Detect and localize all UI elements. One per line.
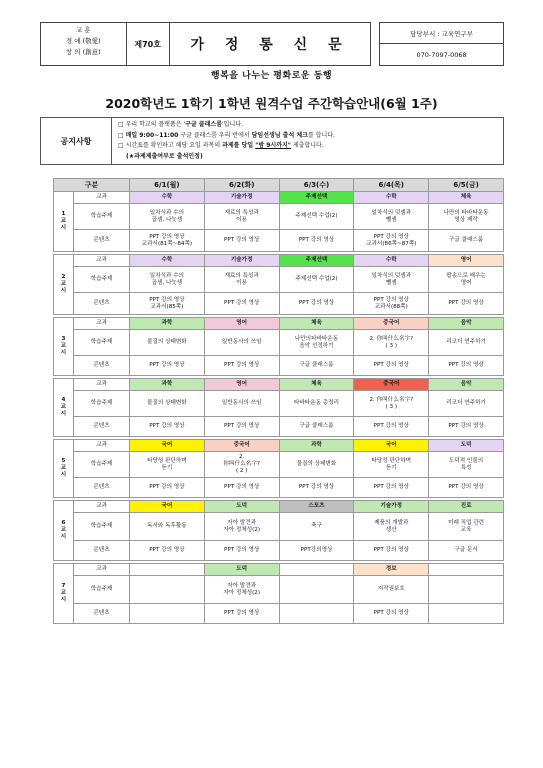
period-label: 7 교 시 — [54, 564, 74, 624]
topic-cell: 축구 — [279, 513, 354, 541]
newsletter-title: 가 정 통 신 문 — [170, 22, 372, 66]
period-label: 5 교 시 — [54, 440, 74, 498]
content-cell: PPT 강의 영상 — [429, 417, 504, 437]
notice-label: 공지사항 — [41, 118, 112, 164]
table-row — [54, 440, 504, 452]
topic-cell: 일차식의 덧셈과 뺄셈 — [354, 204, 429, 230]
content-cell: PPT 강의 영상 — [354, 478, 429, 498]
subject-cell: 수학 — [354, 255, 429, 267]
subject-cell: 기술가정 — [204, 255, 279, 267]
notice-body — [112, 118, 503, 164]
header-cell: 6/5(금) — [429, 179, 504, 192]
subject-cell: 과학 — [130, 379, 205, 391]
content-cell: PPT 강의 영상 — [429, 356, 504, 376]
table-row — [54, 293, 504, 315]
notice-line: (★과제제출여부로 출석인정) — [126, 152, 203, 160]
subject-cell: 진로 — [429, 501, 504, 513]
subject-cell: 주제선택 — [279, 192, 354, 204]
text-bold: 과제를 당일 — [222, 142, 256, 149]
content-cell: PPT 강의 영상 — [130, 356, 205, 376]
header-cell: 6/1(월) — [130, 179, 205, 192]
content-cell: PPT 강의 영상 — [130, 541, 205, 561]
table-row — [54, 230, 504, 252]
text: □ 우리 학교의 플랫폼은 ' — [118, 121, 186, 128]
text-bold: 구글 클래스룸 — [185, 121, 222, 128]
topic-cell: 물질의 상태변화 — [279, 452, 354, 478]
row-label: 학습주제 — [74, 267, 130, 293]
table-row — [54, 391, 504, 417]
table-row — [54, 192, 504, 204]
table-row — [54, 478, 504, 498]
topic-cell: 일차식과 수의 곱셈, 나눗셈 — [130, 267, 205, 293]
content-cell: PPT 강의 영상 — [279, 478, 354, 498]
table-row — [54, 604, 504, 624]
table-row — [54, 267, 504, 293]
subject-cell: 수학 — [130, 255, 205, 267]
topic-cell: 일차식의 덧셈과 뺄셈 — [354, 267, 429, 293]
table-row — [54, 541, 504, 561]
content-cell: PPT 강의 영상 — [279, 230, 354, 252]
topic-cell — [279, 576, 354, 604]
row-label: 콘텐츠 — [74, 604, 130, 624]
table-row — [54, 513, 504, 541]
motto-line: 창 의 (創意) — [65, 48, 101, 56]
row-label: 콘텐츠 — [74, 417, 130, 437]
row-label: 교과 — [74, 501, 130, 513]
subject-cell: 도덕 — [204, 501, 279, 513]
topic-cell: 제품의 개발과 생산 — [354, 513, 429, 541]
topic-cell: 주제선택 수업(2) — [279, 267, 354, 293]
topic-cell: 자아 발견과 자아 정체성(2) — [204, 576, 279, 604]
topic-cell: 나만의 타바타운동 영상 제작 — [429, 204, 504, 230]
subject-cell — [429, 564, 504, 576]
subject-cell: 음악 — [429, 379, 504, 391]
content-cell: 구글 클래스룸 — [279, 356, 354, 376]
row-label: 콘텐츠 — [74, 293, 130, 315]
text: 구글 클래스룸 우리 반에서 — [178, 131, 252, 139]
topic-cell — [429, 576, 504, 604]
weekly-timetable — [53, 178, 504, 624]
content-cell: PPT강의영상 — [279, 541, 354, 561]
row-label: 학습주제 — [74, 330, 130, 356]
row-label: 교과 — [74, 379, 130, 391]
period-label: 3 교 시 — [54, 318, 74, 376]
topic-cell: 타바타운동 총정리 — [279, 391, 354, 417]
motto-line: 교 훈 — [75, 26, 91, 34]
issue-number: 제70호 — [127, 22, 170, 66]
content-cell: 구글 클래스룸 — [429, 230, 504, 252]
subject-cell: 중국어 — [354, 318, 429, 330]
content-cell: PPT 강의 영상 — [429, 478, 504, 498]
content-cell: PPT 강의 영상 — [204, 604, 279, 624]
topic-cell: 타당성 판단하며 듣기 — [354, 452, 429, 478]
topic-cell: 일반동사의 쓰임 — [204, 330, 279, 356]
table-row — [54, 501, 504, 513]
subject-cell: 도덕 — [204, 564, 279, 576]
notice-line — [118, 141, 497, 152]
content-cell: PPT 강의 영상 — [354, 356, 429, 376]
content-cell: PPT 강의 영상 — [204, 541, 279, 561]
notice-line — [118, 131, 497, 142]
topic-cell: 주제선택 수업(2) — [279, 204, 354, 230]
table-row — [54, 452, 504, 478]
subject-cell: 스포츠 — [279, 501, 354, 513]
row-label: 교과 — [74, 192, 130, 204]
text: 제출합니다. — [290, 142, 324, 149]
table-row — [54, 330, 504, 356]
subject-cell: 국어 — [354, 440, 429, 452]
row-label: 학습주제 — [74, 576, 130, 604]
row-label: 교과 — [74, 440, 130, 452]
page-title: 2020학년도 1학기 1학년 원격수업 주간학습안내(6월 1주) — [105, 96, 438, 111]
row-label: 교과 — [74, 564, 130, 576]
period-label: 6 교 시 — [54, 501, 74, 561]
table-row — [54, 318, 504, 330]
department: 담당부서 : 교육연구부 — [380, 23, 503, 44]
text: 를 합니다. — [307, 131, 335, 139]
topic-cell: 재료의 특성과 이용 — [204, 267, 279, 293]
topic-cell: 물질의 상태변화 — [130, 391, 205, 417]
row-label: 콘텐츠 — [74, 478, 130, 498]
content-cell: PPT 강의 영상 교과서(86쪽~87쪽) — [354, 230, 429, 252]
table-row — [54, 204, 504, 230]
content-cell: PPT 강의 영상 — [204, 293, 279, 315]
subject-cell: 수학 — [354, 192, 429, 204]
row-label: 학습주제 — [74, 391, 130, 417]
content-cell: 구글 클래스룸 — [279, 417, 354, 437]
subject-cell: 정보 — [354, 564, 429, 576]
subject-cell: 주제선택 — [279, 255, 354, 267]
content-cell: PPT 강의 영상 — [279, 293, 354, 315]
phone-number: 070-7097-0068 — [416, 50, 467, 59]
subject-cell — [130, 564, 205, 576]
notice-line — [118, 120, 497, 131]
topic-cell: 나만의타바타운동 음악 선정하기 — [279, 330, 354, 356]
content-cell — [279, 604, 354, 624]
row-label: 교과 — [74, 255, 130, 267]
header-cell: 6/3(수) — [279, 179, 354, 192]
row-label: 학습주제 — [74, 513, 130, 541]
content-cell: PPT 강의 영상 — [204, 356, 279, 376]
table-header-row — [54, 179, 504, 192]
row-label: 콘텐츠 — [74, 230, 130, 252]
topic-cell: 리코더 연주하기 — [429, 391, 504, 417]
topic-cell: 2. 你叫什么名字? ( 3 ) — [354, 391, 429, 417]
content-cell: PPT 강의 영상 — [130, 417, 205, 437]
subject-cell — [279, 564, 354, 576]
topic-cell: 2. 你叫什么名字? ( 3 ) — [354, 330, 429, 356]
row-label: 교과 — [74, 318, 130, 330]
slogan: 행복을 나누는 평화로운 동행 — [210, 71, 333, 81]
content-cell: PPT 강의 영상 — [204, 478, 279, 498]
topic-cell: 자아 발견과 자아 정체성(2) — [204, 513, 279, 541]
header-cell: 6/4(목) — [354, 179, 429, 192]
table-row — [54, 564, 504, 576]
content-cell: PPT 강의 영상 — [429, 293, 504, 315]
content-cell: 구글 문서 — [429, 541, 504, 561]
text: □ — [118, 131, 126, 139]
subject-cell: 중국어 — [354, 379, 429, 391]
subject-cell: 영어 — [429, 255, 504, 267]
subject-cell: 체육 — [279, 318, 354, 330]
topic-cell: 일차식과 수의 곱셈, 나눗셈 — [130, 204, 205, 230]
table-row — [54, 379, 504, 391]
subject-cell: 기술가정 — [354, 501, 429, 513]
text-underline: "밤 9시까지" — [255, 142, 291, 149]
content-cell — [429, 604, 504, 624]
topic-cell: 2. 你叫什么名字? ( 2 ) — [204, 452, 279, 478]
topic-cell: 리코더 연주하기 — [429, 330, 504, 356]
subject-cell: 중국어 — [204, 440, 279, 452]
topic-cell — [130, 576, 205, 604]
topic-cell: 저작권보호 — [354, 576, 429, 604]
period-label: 1 교 시 — [54, 192, 74, 252]
topic-cell: 독서와 독후활동 — [130, 513, 205, 541]
header-cell: 6/2(화) — [204, 179, 279, 192]
content-cell: PPT 강의 영상 교과서(85쪽) — [130, 293, 205, 315]
notice-box — [40, 117, 504, 165]
school-motto-box — [40, 22, 127, 66]
text-bold: 담임선생님 출석 체크 — [251, 131, 308, 139]
content-cell — [130, 604, 205, 624]
content-cell: PPT 강의 영상 교과서(88쪽) — [354, 293, 429, 315]
topic-cell: 미래 직업 관련 교육 — [429, 513, 504, 541]
subject-cell: 수학 — [130, 192, 205, 204]
motto-line: 경 애 (敬愛) — [65, 37, 101, 45]
row-label: 콘텐츠 — [74, 541, 130, 561]
subject-cell: 국어 — [130, 501, 205, 513]
topic-cell: 재료의 특성과 이용 — [204, 204, 279, 230]
table-row — [54, 417, 504, 437]
row-label: 학습주제 — [74, 452, 130, 478]
text: □ 시간표를 확인하고 해당 요일 과목의 — [118, 142, 223, 149]
content-cell: PPT 강의 영상 — [354, 417, 429, 437]
header-cell: 구분 — [54, 179, 130, 192]
content-cell: PPT 강의 영상 — [204, 417, 279, 437]
period-label: 2 교 시 — [54, 255, 74, 315]
subject-cell: 국어 — [130, 440, 205, 452]
topic-cell: 도덕적 인물의 특성 — [429, 452, 504, 478]
text: '입니다. — [222, 121, 243, 128]
content-cell: PPT 강의 영상 교과서(81쪽~84쪽) — [130, 230, 205, 252]
subject-cell: 음악 — [429, 318, 504, 330]
subject-cell: 영어 — [204, 379, 279, 391]
subject-cell: 체육 — [279, 379, 354, 391]
table-row — [54, 576, 504, 604]
topic-cell: 일반동사의 쓰임 — [204, 391, 279, 417]
contact-box — [379, 22, 504, 66]
subject-cell: 과학 — [279, 440, 354, 452]
content-cell: PPT 강의 영상 — [354, 541, 429, 561]
table-row — [54, 255, 504, 267]
row-label: 학습주제 — [74, 204, 130, 230]
content-cell: PPT 강의 영상 — [204, 230, 279, 252]
topic-cell: 팝송으로 배우는 영어 — [429, 267, 504, 293]
subject-cell: 과학 — [130, 318, 205, 330]
content-cell: PPT 강의 영상 — [354, 604, 429, 624]
table-row — [54, 356, 504, 376]
subject-cell: 체육 — [429, 192, 504, 204]
subject-cell: 기술가정 — [204, 192, 279, 204]
subject-cell: 영어 — [204, 318, 279, 330]
topic-cell: 물질의 상태변화 — [130, 330, 205, 356]
period-label: 4 교 시 — [54, 379, 74, 437]
subject-cell: 도덕 — [429, 440, 504, 452]
newsletter-header — [40, 22, 504, 66]
row-label: 콘텐츠 — [74, 356, 130, 376]
topic-cell: 타당성 판단하며 듣기 — [130, 452, 205, 478]
content-cell: PPT 강의 영상 — [130, 478, 205, 498]
text-bold: 매일 9:00~11:00 — [125, 131, 179, 139]
